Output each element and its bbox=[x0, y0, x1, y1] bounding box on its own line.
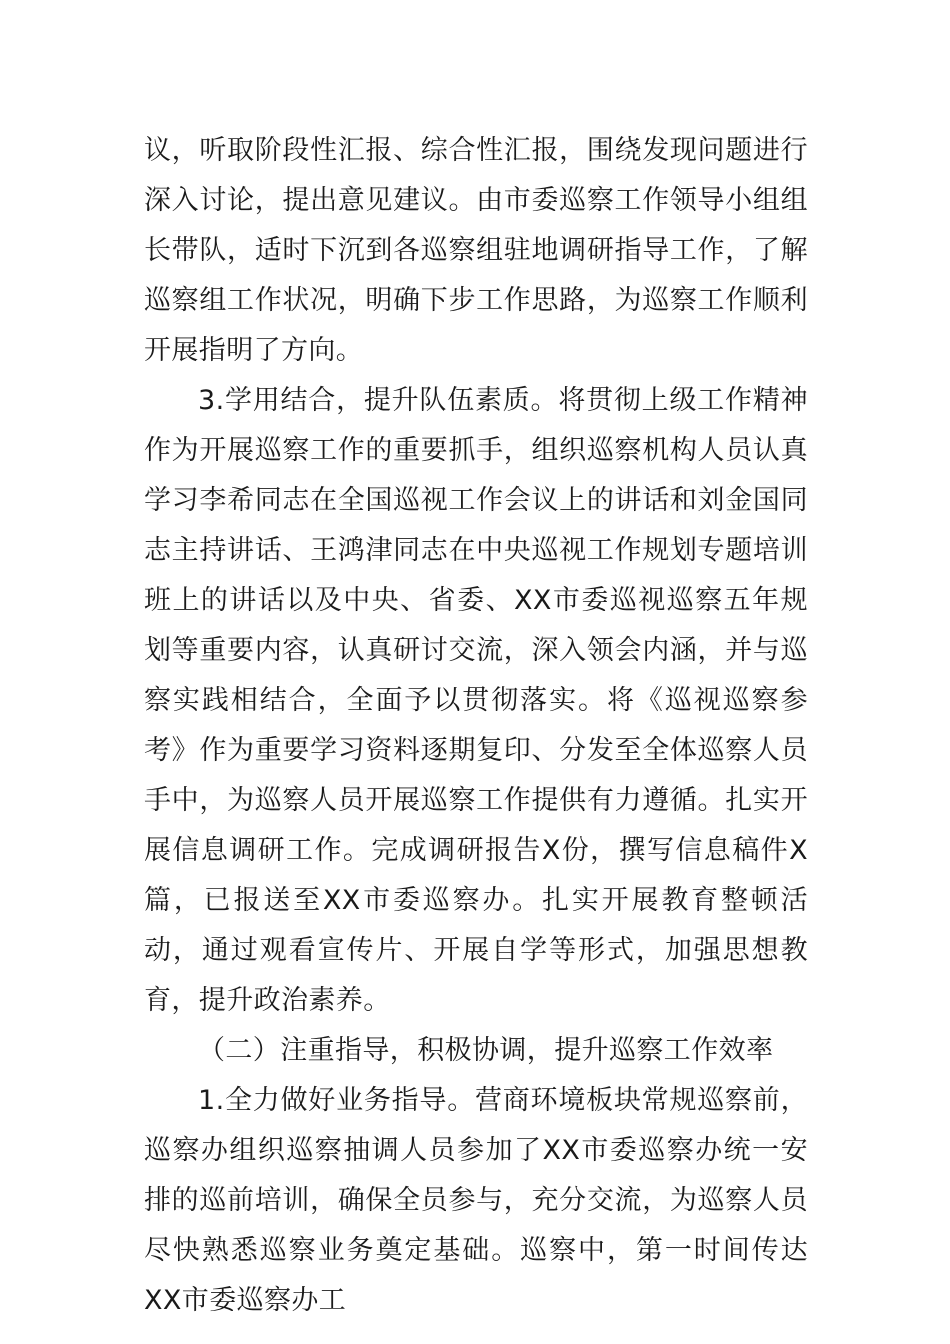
section-heading-guidance: （二）注重指导，积极协调，提升巡察工作效率 bbox=[198, 1035, 774, 1066]
document-body bbox=[144, 126, 808, 1326]
paragraph-business-guidance: 1.全力做好业务指导。营商环境板块常规巡察前，巡察办组织巡察抽调人员参加了XX市委巡察办统一安排的巡前培训，确保全员参与，充分交流，为巡察人员尽快熟悉巡察业务奠定基础。巡察中，第一时间传达XX市委巡察办工 bbox=[144, 1085, 808, 1316]
paragraph-continuation: 议，听取阶段性汇报、综合性汇报，围绕发现问题进行深入讨论，提出意见建议。由市委巡察工作领导小组组长带队，适时下沉到各巡察组驻地调研指导工作，了解巡察组工作状况，明确下步工作思路，为巡察工作顺利开展指明了方向。 bbox=[144, 135, 808, 366]
paragraph-study-application: 3.学用结合，提升队伍素质。将贯彻上级工作精神作为开展巡察工作的重要抓手，组织巡察机构人员认真学习李希同志在全国巡视工作会议上的讲话和刘金国同志主持讲话、王鸿津同志在中央巡视工作规划专题培训班上的讲话以及中央、省委、XX市委巡视巡察五年规划等重要内容，认真研讨交流，深入领会内涵，并与巡察实践相结合，全面予以贯彻落实。将《巡视巡察参考》作为重要学习资料逐期复印、分发至全体巡察人员手中，为巡察人员开展巡察工作提供有力遵循。扎实开展信息调研工作。完成调研报告X份，撰写信息稿件X篇，已报送至XX市委巡察办。扎实开展教育整顿活动，通过观看宣传片、开展自学等形式，加强思想教育，提升政治素养。 bbox=[144, 385, 808, 1016]
